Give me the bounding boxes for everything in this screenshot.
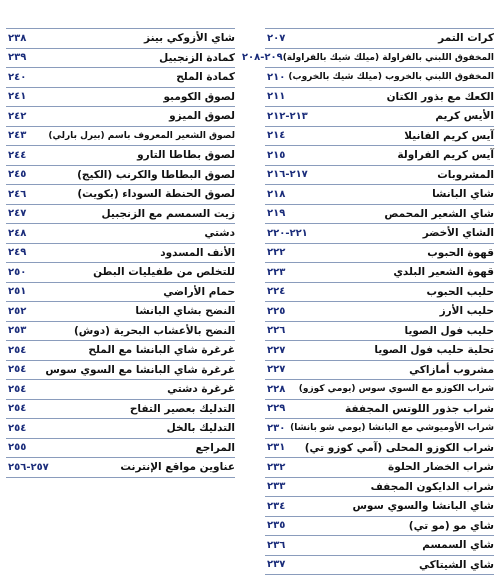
toc-entry-row: [265, 400, 494, 420]
toc-page-number: ٢٣٠: [265, 423, 285, 434]
toc-page-number: ٢٣٨: [6, 33, 26, 44]
toc-entry-row: [6, 185, 235, 205]
toc-entry-row: [265, 88, 494, 108]
toc-page-number: ٢٤٩: [6, 247, 26, 258]
toc-entry-title: الأنف المسدود: [26, 247, 235, 259]
toc-entry-row: [265, 458, 494, 478]
toc-entry-title: آيس كريم الفانيلا: [285, 130, 494, 142]
toc-entry-row: [265, 517, 494, 537]
toc-entry-title: لصوق بطاطا التارو: [26, 149, 235, 161]
toc-entry-title: شاي الشعير المحمص: [285, 208, 494, 220]
toc-page-number: ٢٢١-٢٢٠: [265, 228, 308, 239]
toc-page-number: ٢٣٤: [265, 501, 285, 512]
toc-entry-row: [265, 419, 494, 439]
toc-entry-row: [6, 107, 235, 127]
toc-entry-title: المشروبات: [308, 169, 494, 181]
toc-entry-row: [6, 380, 235, 400]
toc-entry-row: [265, 146, 494, 166]
toc-page-number: ٢٤٠: [6, 72, 26, 83]
toc-entry-title: المخفوق اللبني بالفراولة (ميلك شيك بالفراولة): [283, 53, 494, 63]
toc-entry-row: [265, 536, 494, 556]
toc-page-number: ٢٢٧: [265, 364, 285, 375]
toc-page-number: ٢٥١: [6, 286, 26, 297]
toc-page-number: ٢٣٩: [6, 52, 26, 63]
toc-page-number: ٢٤٦: [6, 189, 26, 200]
toc-entry-title: حليب الحبوب: [285, 286, 494, 298]
toc-page-number: ٢٢٩: [265, 403, 285, 414]
toc-entry-title: حليب فول الصويا: [285, 325, 494, 337]
toc-entry-row: [265, 127, 494, 147]
toc-entry-row: [265, 497, 494, 517]
toc-page-number: ٢٥٢: [6, 306, 26, 317]
toc-entry-title: شاي الأزوكي بينز: [26, 32, 235, 44]
toc-entry-title: قهوة الشعير البلدي: [285, 266, 494, 278]
toc-entry-title: المراجع: [26, 442, 235, 454]
toc-entry-title: التدليك بعصير التفاح: [26, 403, 235, 415]
toc-entry-row: [6, 146, 235, 166]
toc-entry-title: لصوق الكومبو: [26, 91, 235, 103]
toc-page-number: ٢٤١: [6, 91, 26, 102]
toc-entry-title: مشروب أمازاكي: [285, 364, 494, 376]
toc-entry-row: [6, 419, 235, 439]
toc-page-number: ٢٣٧: [265, 559, 285, 570]
toc-entry-title: غرغرة دشتي: [26, 383, 235, 395]
toc-entry-title: آيس كريم الفراولة: [285, 149, 494, 161]
toc-entry-row: [265, 341, 494, 361]
toc-entry-title: للتخلص من طفيليات البطن: [26, 266, 235, 278]
toc-page-number: ٢٤٧: [6, 208, 26, 219]
toc-entry-row: [6, 283, 235, 303]
toc-entry-row: [265, 380, 494, 400]
toc-entry-title: غرغرة شاي البانشا مع الملح: [26, 344, 235, 356]
toc-page-number: ٢١٤: [265, 130, 285, 141]
toc-page-number: ٢١٣-٢١٢: [265, 111, 308, 122]
toc-entry-row: [6, 49, 235, 69]
toc-entry-title: كمادة الملح: [26, 71, 235, 83]
toc-page-number: ٢٤٤: [6, 150, 26, 161]
toc-entry-title: لصوق الحنطة السوداء (بكويت): [26, 188, 235, 200]
toc-entry-row: [265, 49, 494, 69]
toc-page-number: ٢٢٢: [265, 247, 285, 258]
toc-entry-row: [265, 244, 494, 264]
toc-entry-title: عناوين مواقع الإنترنت: [49, 461, 235, 473]
toc-entry-title: زيت السمسم مع الزنجبيل: [26, 208, 235, 220]
toc-entry-row: [6, 302, 235, 322]
toc-entry-title: شاي مو (مو تي): [285, 520, 494, 532]
toc-page-number: ٢٤٨: [6, 228, 26, 239]
toc-entry-row: [265, 185, 494, 205]
toc-page-number: ٢٥٥: [6, 442, 26, 453]
toc-entry-row: [265, 263, 494, 283]
toc-entry-row: [6, 439, 235, 459]
toc-entry-title: شاي السمسم: [285, 539, 494, 551]
toc-entry-title: شراب الدايكون المجفف: [285, 481, 494, 493]
toc-entry-row: [265, 283, 494, 303]
toc-entry-row: [265, 302, 494, 322]
toc-page-number: ٢٥٣: [6, 325, 26, 336]
toc-entry-title: حمام الأراضي: [26, 286, 235, 298]
toc-page-number: ٢٠٩-٢٠٨: [240, 52, 283, 63]
toc-page-number: ٢٣٦: [265, 540, 285, 551]
toc-page-number: ٢٥٤: [6, 403, 26, 414]
toc-entry-row: [6, 166, 235, 186]
toc-page-number: ٢٠٧: [265, 33, 285, 44]
toc-entry-title: الأيس كريم: [308, 110, 494, 122]
toc-entry-title: شراب الكوزو مع السوي سوس (يومي كوزو): [285, 384, 494, 394]
toc-entry-row: [6, 341, 235, 361]
toc-entry-row: [6, 88, 235, 108]
toc-page-number: ٢٤٣: [6, 130, 26, 141]
toc-entry-row: [265, 478, 494, 498]
toc-entry-row: [6, 224, 235, 244]
toc-entry-title: غرغرة شاي البانشا مع السوي سوس: [26, 364, 235, 376]
toc-entry-title: تحلية حليب فول الصويا: [285, 344, 494, 356]
toc-page-number: ٢١٠: [265, 72, 285, 83]
toc-entry-row: [265, 68, 494, 88]
toc-page-number: ٢١٨: [265, 189, 285, 200]
toc-entry-title: لصوق الميزو: [26, 110, 235, 122]
toc-entry-title: كرات التمر: [285, 32, 494, 44]
toc-page-number: ٢٢٤: [265, 286, 285, 297]
toc-column-right: [265, 28, 494, 575]
toc-page-number: ٢٥٠: [6, 267, 26, 278]
toc-entry-title: التدليك بالخل: [26, 422, 235, 434]
toc-entry-title: شراب جذور اللوتس المجففة: [285, 403, 494, 415]
toc-entry-row: [6, 458, 235, 478]
toc-entry-row: [265, 556, 494, 575]
toc-entry-title: قهوة الحبوب: [285, 247, 494, 259]
toc-page-number: ٢٢٣: [265, 267, 285, 278]
toc-entry-title: شاي البانشا والسوي سوس: [285, 500, 494, 512]
toc-page-number: ٢١٩: [265, 208, 285, 219]
toc-page-number: ٢٣٣: [265, 481, 285, 492]
toc-entry-row: [6, 127, 235, 147]
toc-entry-title: المخفوق اللبني بالخروب (ميلك شيك بالخروب): [285, 72, 494, 82]
toc-entry-row: [265, 361, 494, 381]
toc-page-number: ٢٣٢: [265, 462, 285, 473]
toc-entry-row: [6, 263, 235, 283]
toc-entry-title: شراب الكوزو المحلى (آمي كوزو تي): [285, 442, 494, 454]
toc-entry-title: دشتي: [26, 227, 235, 239]
toc-page-number: ٢١١: [265, 91, 285, 102]
toc-page-number: ٢٥٤: [6, 423, 26, 434]
toc-entry-row: [6, 244, 235, 264]
toc-entry-title: شاي الشيتاكي: [285, 559, 494, 571]
toc-entry-row: [6, 205, 235, 225]
toc-page-number: ٢٥٧-٢٥٦: [6, 462, 49, 473]
toc-entry-title: الشاي الأخضر: [308, 227, 494, 239]
toc-page-number: ٢١٥: [265, 150, 285, 161]
toc-entry-title: النضح بشاي البانشا: [26, 305, 235, 317]
toc-entry-title: شاي البانشا: [285, 188, 494, 200]
toc-entry-title: شراب الخضار الحلوة: [285, 461, 494, 473]
toc-page-number: ٢٢٦: [265, 325, 285, 336]
toc-column-left: [6, 28, 235, 478]
toc-entry-row: [265, 205, 494, 225]
toc-page-number: ٢٥٤: [6, 384, 26, 395]
toc-entry-row: [265, 29, 494, 49]
toc-page-number: ٢٤٢: [6, 111, 26, 122]
toc-entry-title: كمادة الزنجبيل: [26, 52, 235, 64]
toc-page-number: ٢٢٥: [265, 306, 285, 317]
toc-entry-row: [265, 107, 494, 127]
toc-page-number: ٢٣١: [265, 442, 285, 453]
toc-page-number: ٢٢٨: [265, 384, 285, 395]
toc-entry-row: [6, 322, 235, 342]
toc-entry-row: [265, 439, 494, 459]
toc-entry-title: حليب الأرز: [285, 305, 494, 317]
toc-page-number: ٢٤٥: [6, 169, 26, 180]
toc-page-number: ٢٥٤: [6, 345, 26, 356]
toc-entry-row: [6, 68, 235, 88]
toc-entry-title: الكعك مع بذور الكتان: [285, 91, 494, 103]
toc-entry-title: شراب الأوميوشي مع البانشا (يومي شو بانشا): [285, 423, 494, 433]
toc-entry-row: [265, 166, 494, 186]
toc-entry-title: لصوق الشعير المعروف باسم (بيرل بارلي): [26, 131, 235, 141]
toc-page-number: ٢٣٥: [265, 520, 285, 531]
toc-entry-row: [265, 224, 494, 244]
toc-entry-row: [265, 322, 494, 342]
toc-page-number: ٢٥٤: [6, 364, 26, 375]
toc-entry-row: [6, 400, 235, 420]
toc-page-number: ٢٢٧: [265, 345, 285, 356]
toc-page-number: ٢١٧-٢١٦: [265, 169, 308, 180]
toc-entry-row: [6, 29, 235, 49]
toc-entry-row: [6, 361, 235, 381]
toc-entry-title: لصوق البطاطا والكرنب (الكيج): [26, 169, 235, 181]
toc-entry-title: النضح بالأعشاب البحرية (دوش): [26, 325, 235, 337]
